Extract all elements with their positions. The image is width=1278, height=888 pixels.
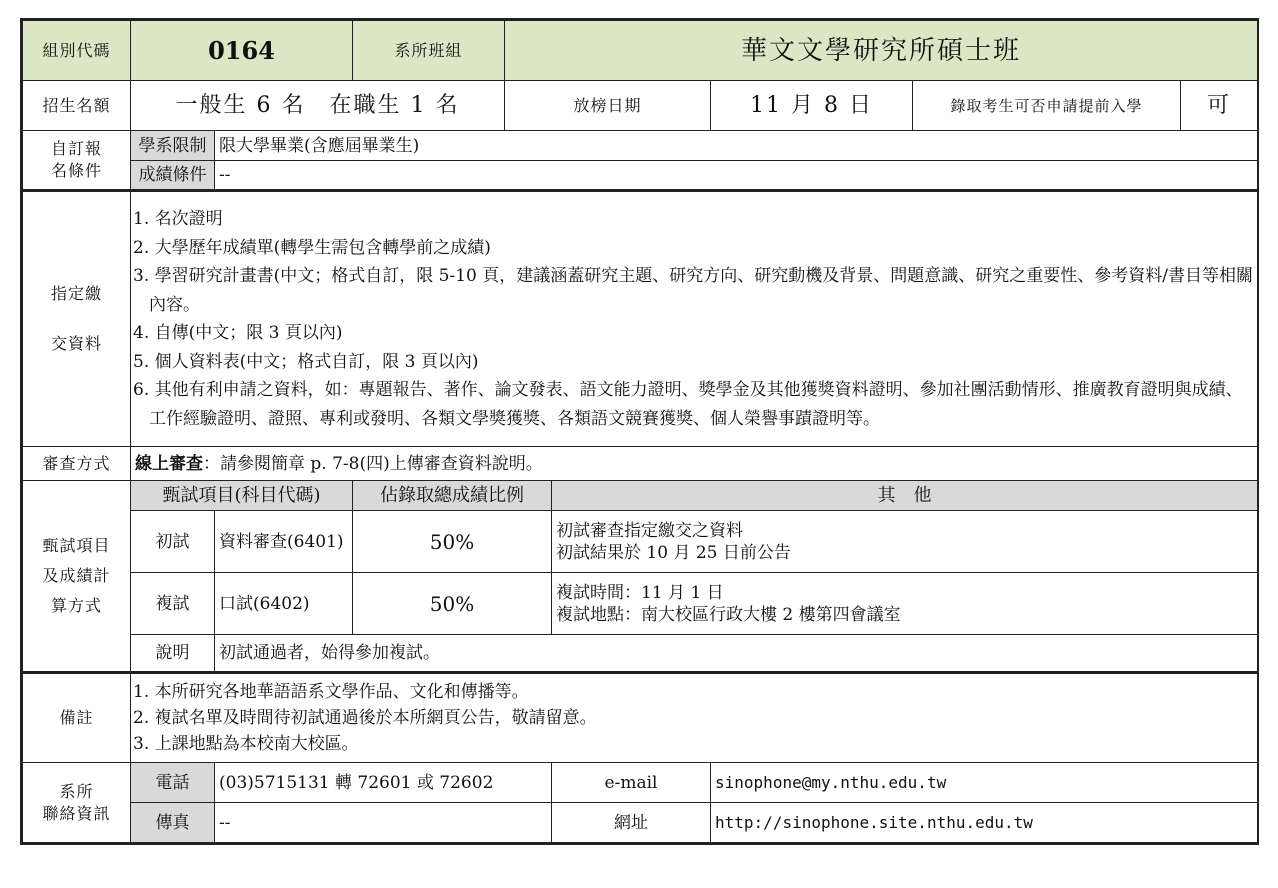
document-item: 2. 大學歷年成績單(轉學生需包含轉學前之成績) xyxy=(133,237,491,258)
eligibility-label xyxy=(23,131,131,191)
dept-name: 華文文學研究所碩士班 xyxy=(505,21,1258,81)
exam-note-line: 初試審查指定繳交之資料 xyxy=(556,520,744,541)
release-date: 11 月 8 日 xyxy=(711,81,913,131)
group-code: 0164 xyxy=(131,21,353,81)
grade-condition-value: -- xyxy=(215,161,1258,191)
remark-item: 1. 本所研究各地華語語系文學作品、文化和傳播等。 xyxy=(133,682,529,702)
documents-list xyxy=(131,191,1258,447)
exam-item: 資料審查(6401) xyxy=(215,511,353,573)
release-label: 放榜日期 xyxy=(505,81,711,131)
documents-label-line1: 指定繳 xyxy=(50,284,102,303)
remarks-list xyxy=(131,673,1258,763)
exam-note xyxy=(552,573,1258,635)
contact-label-line2: 聯絡資訊 xyxy=(42,803,111,823)
review-method-bold: 線上審查 xyxy=(135,453,203,474)
document-item: 6. 其他有利申請之資料，如：專題報告、著作、論文發表、語文能力證明、獎學金及其他獲獎資料證明、參加社團活動情形、推廣教育證明與成績、工作經驗證明、證照、專利或發明、各類文學獎獲獎、各類語文競賽獲獎、個人榮譽事蹟證明等。 xyxy=(133,380,1243,429)
exam-label-line3: 算方式 xyxy=(50,596,102,615)
quota-value: 一般生 6 名 在職生 1 名 xyxy=(131,81,505,131)
major-restriction-value: 限大學畢業(含應屆畢業生) xyxy=(215,131,1258,161)
exam-explain-label: 說明 xyxy=(131,635,215,673)
documents-label-line2: 交資料 xyxy=(50,334,102,353)
documents-label xyxy=(23,191,131,447)
exam-col-item: 甄試項目(科目代碼) xyxy=(131,481,353,511)
contact-label-line1: 系所 xyxy=(59,781,94,801)
exam-ratio: 50% xyxy=(353,573,552,635)
exam-col-other: 其 他 xyxy=(552,481,1258,511)
exam-note xyxy=(552,511,1258,573)
document-item: 1. 名次證明 xyxy=(133,209,223,229)
dept-label: 系所班組 xyxy=(353,21,505,81)
exam-item: 口試(6402) xyxy=(215,573,353,635)
fax-value: -- xyxy=(215,803,552,843)
review-method-rest: ：請參閱簡章 p. 7-8(四)上傳審查資料說明。 xyxy=(203,453,543,474)
document-item: 5. 個人資料表(中文；格式自訂，限 3 頁以內) xyxy=(133,351,479,372)
website-link[interactable]: http://sinophone.site.nthu.edu.tw xyxy=(711,803,1258,843)
grade-condition-label: 成績條件 xyxy=(131,161,215,191)
exam-label xyxy=(23,481,131,673)
exam-note-line: 初試結果於 10 月 25 日前公告 xyxy=(556,542,791,563)
exam-note-line: 複試時間：11 月 1 日 xyxy=(556,582,724,603)
major-restriction-label: 學系限制 xyxy=(131,131,215,161)
main-table xyxy=(22,20,1258,843)
early-admission-label: 錄取考生可否申請提前入學 xyxy=(913,81,1181,131)
remark-item: 3. 上課地點為本校南大校區。 xyxy=(133,734,359,754)
remarks-label: 備註 xyxy=(23,673,131,763)
website-label: 網址 xyxy=(552,803,711,843)
document-item: 4. 自傳(中文；限 3 頁以內) xyxy=(133,323,343,343)
remark-item: 2. 複試名單及時間待初試通過後於本所網頁公告，敬請留意。 xyxy=(133,708,597,728)
phone-label: 電話 xyxy=(131,763,215,803)
eligibility-label-line2: 名條件 xyxy=(50,161,102,180)
eligibility-label-line1: 自訂報 xyxy=(50,139,102,158)
review-label: 審查方式 xyxy=(23,447,131,481)
admission-info-sheet xyxy=(20,18,1259,845)
exam-stage: 初試 xyxy=(131,511,215,573)
fax-label: 傳真 xyxy=(131,803,215,843)
exam-label-line1: 甄試項目 xyxy=(42,536,111,555)
exam-stage: 複試 xyxy=(131,573,215,635)
exam-note-line: 複試地點：南大校區行政大樓 2 樓第四會議室 xyxy=(556,604,901,625)
document-item: 3. 學習研究計畫書(中文；格式自訂，限 5-10 頁，建議涵蓋研究主題、研究方向、研究動機及背景、問題意識、研究之重要性、參考資料/書目等相關內容。 xyxy=(133,266,1253,315)
review-value xyxy=(131,447,1258,481)
contact-label xyxy=(23,763,131,843)
exam-ratio: 50% xyxy=(353,511,552,573)
quota-label: 招生名額 xyxy=(23,81,131,131)
group-code-label: 組別代碼 xyxy=(23,21,131,81)
exam-label-line2: 及成績計 xyxy=(42,566,111,585)
exam-explain-value: 初試通過者，始得參加複試。 xyxy=(215,635,1258,673)
email-label: e-mail xyxy=(552,763,711,803)
phone-value: (03)5715131 轉 72601 或 72602 xyxy=(215,763,552,803)
email-link[interactable]: sinophone@my.nthu.edu.tw xyxy=(711,763,1258,803)
early-admission-value: 可 xyxy=(1181,81,1258,131)
exam-col-ratio: 佔錄取總成績比例 xyxy=(353,481,552,511)
